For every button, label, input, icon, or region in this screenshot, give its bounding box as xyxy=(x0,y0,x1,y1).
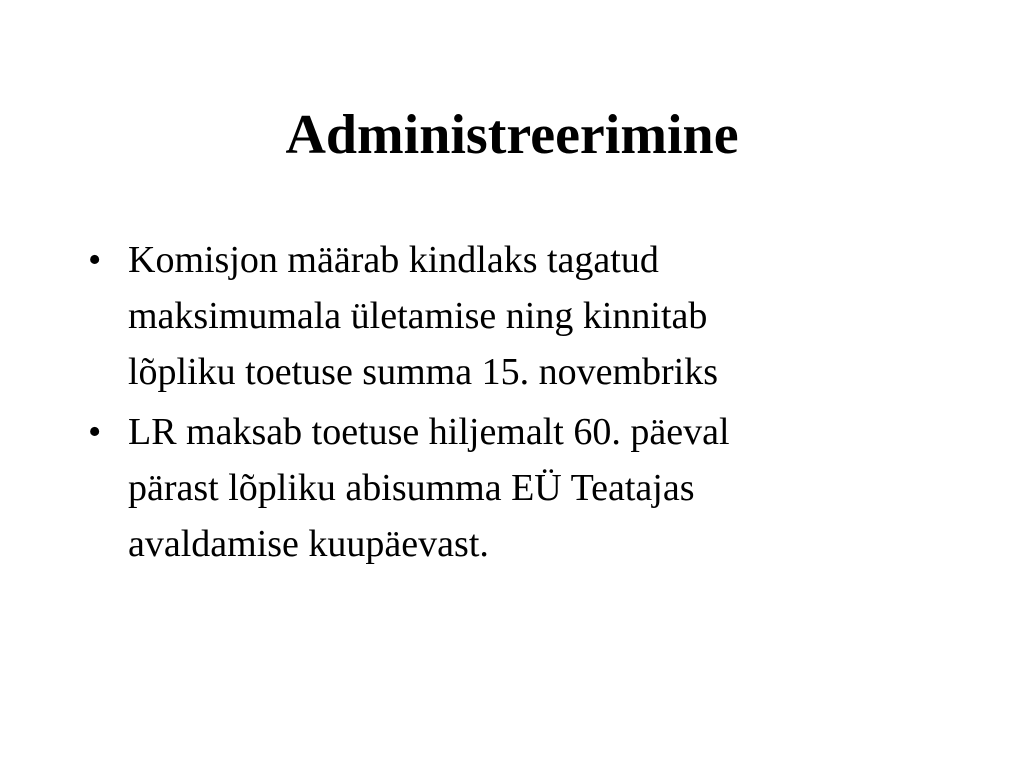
bullet-item xyxy=(84,232,944,400)
bullet-line: avaldamise kuupäevast. xyxy=(128,523,489,565)
bullet-text xyxy=(128,239,718,393)
bullet-line: LR maksab toetuse hiljemalt 60. päeval xyxy=(128,411,730,453)
bullet-line: lõpliku toetuse summa 15. novembriks xyxy=(128,351,719,393)
slide-title: Administreerimine xyxy=(285,104,739,166)
bullet-line: Komisjon määrab kindlaks tagatud xyxy=(128,239,659,281)
bullet-line: maksimumala ületamise ning kinnitab xyxy=(128,295,708,337)
bullet-line: pärast lõpliku abisumma EÜ Teatajas xyxy=(128,467,695,509)
bullet-text xyxy=(128,411,730,565)
bullet-marker: • xyxy=(88,239,102,281)
bullet-item xyxy=(84,404,944,572)
bullet-marker: • xyxy=(88,411,102,453)
bullet-list xyxy=(84,232,944,576)
